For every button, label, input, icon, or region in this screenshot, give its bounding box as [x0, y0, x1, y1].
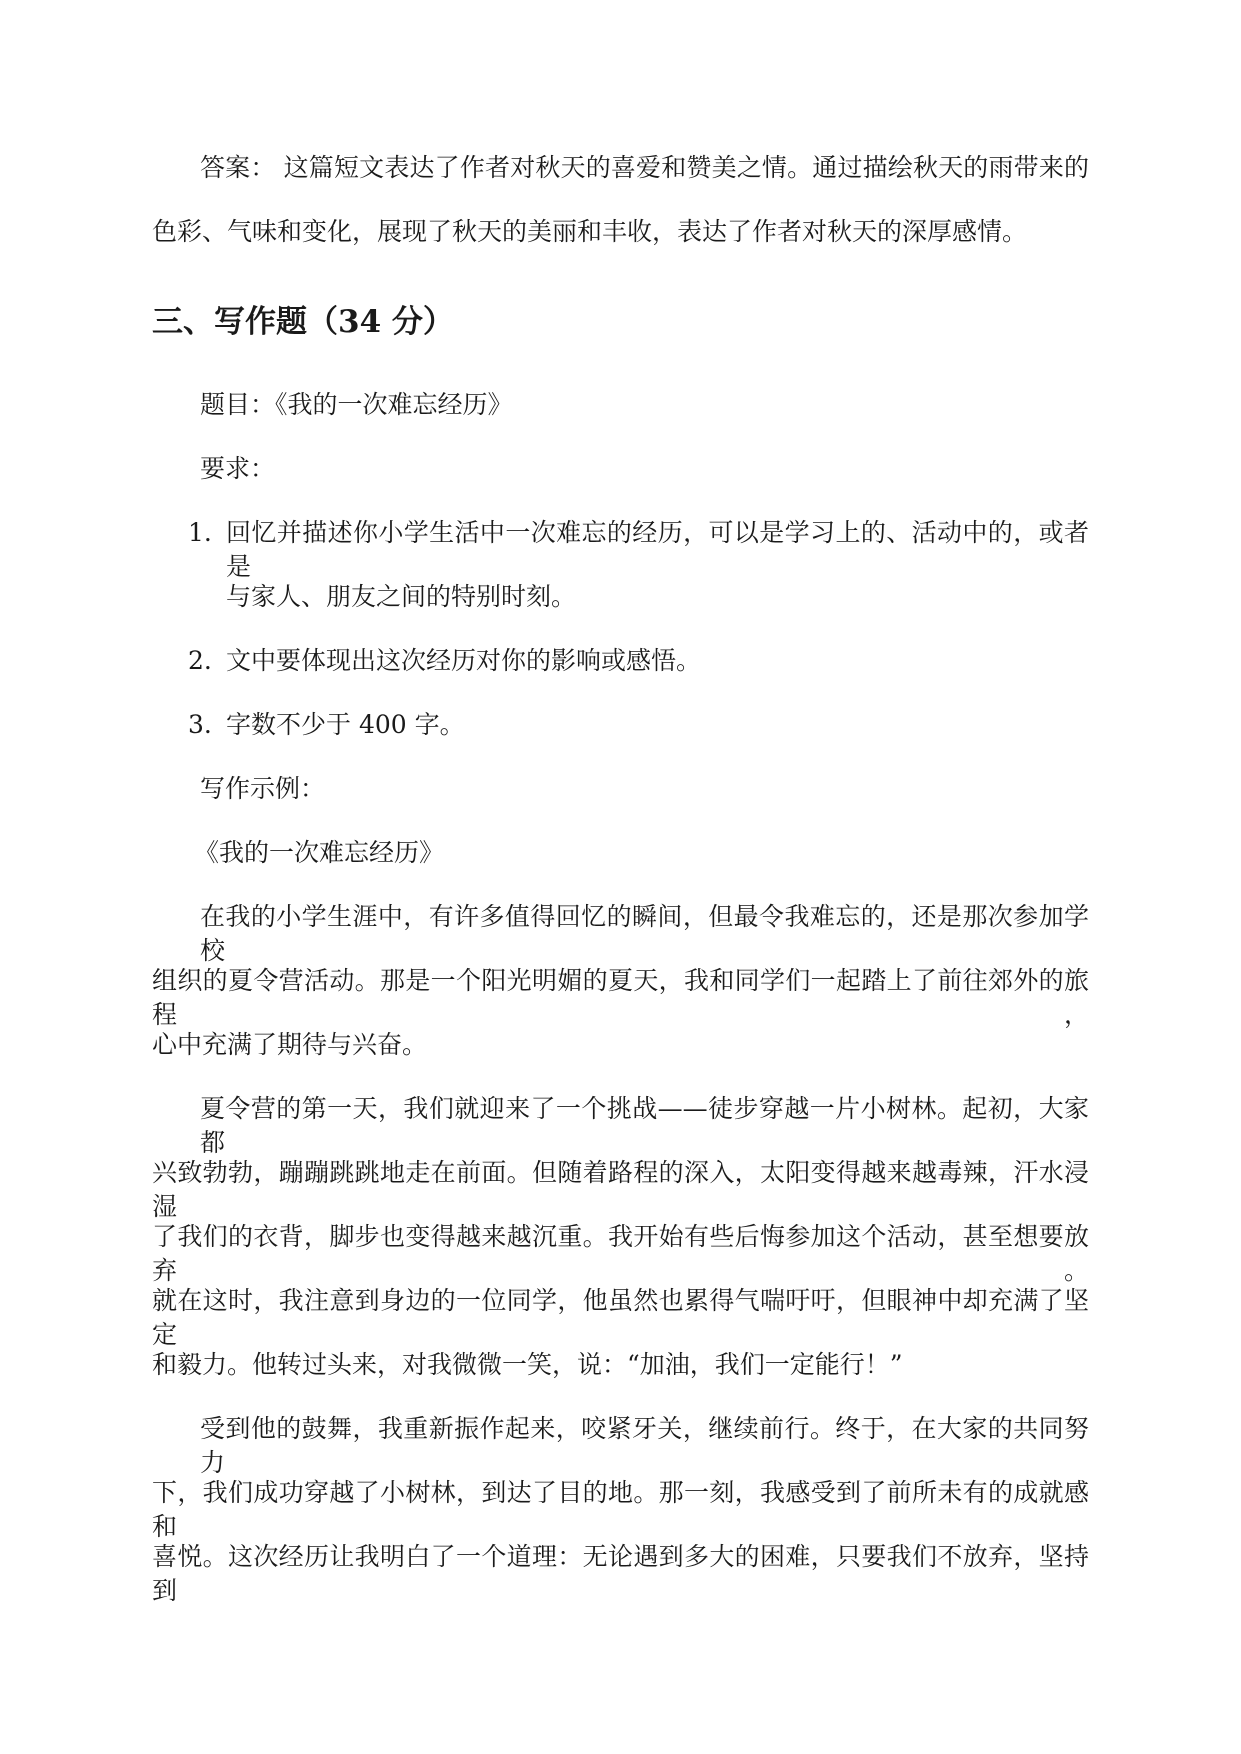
- requirement-1-line-1: 回忆并描述你小学生活中一次难忘的经历，可以是学习上的、活动中的，或者是: [226, 518, 1089, 581]
- essay-p3-line-3: 喜悦。这次经历让我明白了一个道理：无论遇到多大的困难，只要我们不放弃，坚持到: [152, 1542, 1089, 1605]
- essay-title: 《我的一次难忘经历》: [194, 838, 445, 867]
- essay-p2-line-4: 就在这时，我注意到身边的一位同学，他虽然也累得气喘吁吁，但眼神中却充满了坚定: [152, 1286, 1089, 1349]
- essay-p2-line-1: 夏令营的第一天，我们就迎来了一个挑战——徒步穿越一片小树林。起初，大家都: [200, 1094, 1089, 1157]
- essay-p1-line-3: 心中充满了期待与兴奋。: [152, 1030, 428, 1059]
- essay-p1-line-1: 在我的小学生涯中，有许多值得回忆的瞬间，但最令我难忘的，还是那次参加学校: [200, 902, 1089, 965]
- requirement-2: 文中要体现出这次经历对你的影响或感悟。: [226, 646, 702, 675]
- essay-p1-line-2: 组织的夏令营活动。那是一个阳光明媚的夏天，我和同学们一起踏上了前往郊外的旅程，: [152, 966, 1089, 1029]
- essay-p2-line-3: 了我们的衣背，脚步也变得越来越沉重。我开始有些后悔参加这个活动，甚至想要放弃。: [152, 1222, 1089, 1285]
- requirements-label: 要求：: [200, 454, 276, 483]
- requirement-number-1: 1.: [188, 518, 212, 547]
- section-heading: 三、写作题（34 分）: [152, 304, 454, 340]
- answer-line-1: 答案： 这篇短文表达了作者对秋天的喜爱和赞美之情。通过描绘秋天的雨带来的: [200, 153, 1089, 182]
- requirement-number-2: 2.: [188, 646, 212, 675]
- example-label: 写作示例：: [200, 774, 326, 803]
- requirement-number-3: 3.: [188, 710, 212, 739]
- requirement-3: 字数不少于 400 字。: [226, 710, 465, 739]
- prompt-title: 题目：《我的一次难忘经历》: [200, 390, 513, 419]
- essay-p2-line-5: 和毅力。他转过头来，对我微微一笑，说：“加油，我们一定能行！”: [152, 1350, 903, 1379]
- essay-p2-line-2: 兴致勃勃，蹦蹦跳跳地走在前面。但随着路程的深入，太阳变得越来越毒辣，汗水浸湿: [152, 1158, 1089, 1221]
- essay-p3-line-1: 受到他的鼓舞，我重新振作起来，咬紧牙关，继续前行。终于，在大家的共同努力: [200, 1414, 1089, 1477]
- answer-line-2: 色彩、气味和变化，展现了秋天的美丽和丰收，表达了作者对秋天的深厚感情。: [152, 217, 1028, 246]
- requirement-1-line-2: 与家人、朋友之间的特别时刻。: [226, 582, 577, 611]
- essay-p3-line-2: 下，我们成功穿越了小树林，到达了目的地。那一刻，我感受到了前所未有的成就感和: [152, 1478, 1089, 1541]
